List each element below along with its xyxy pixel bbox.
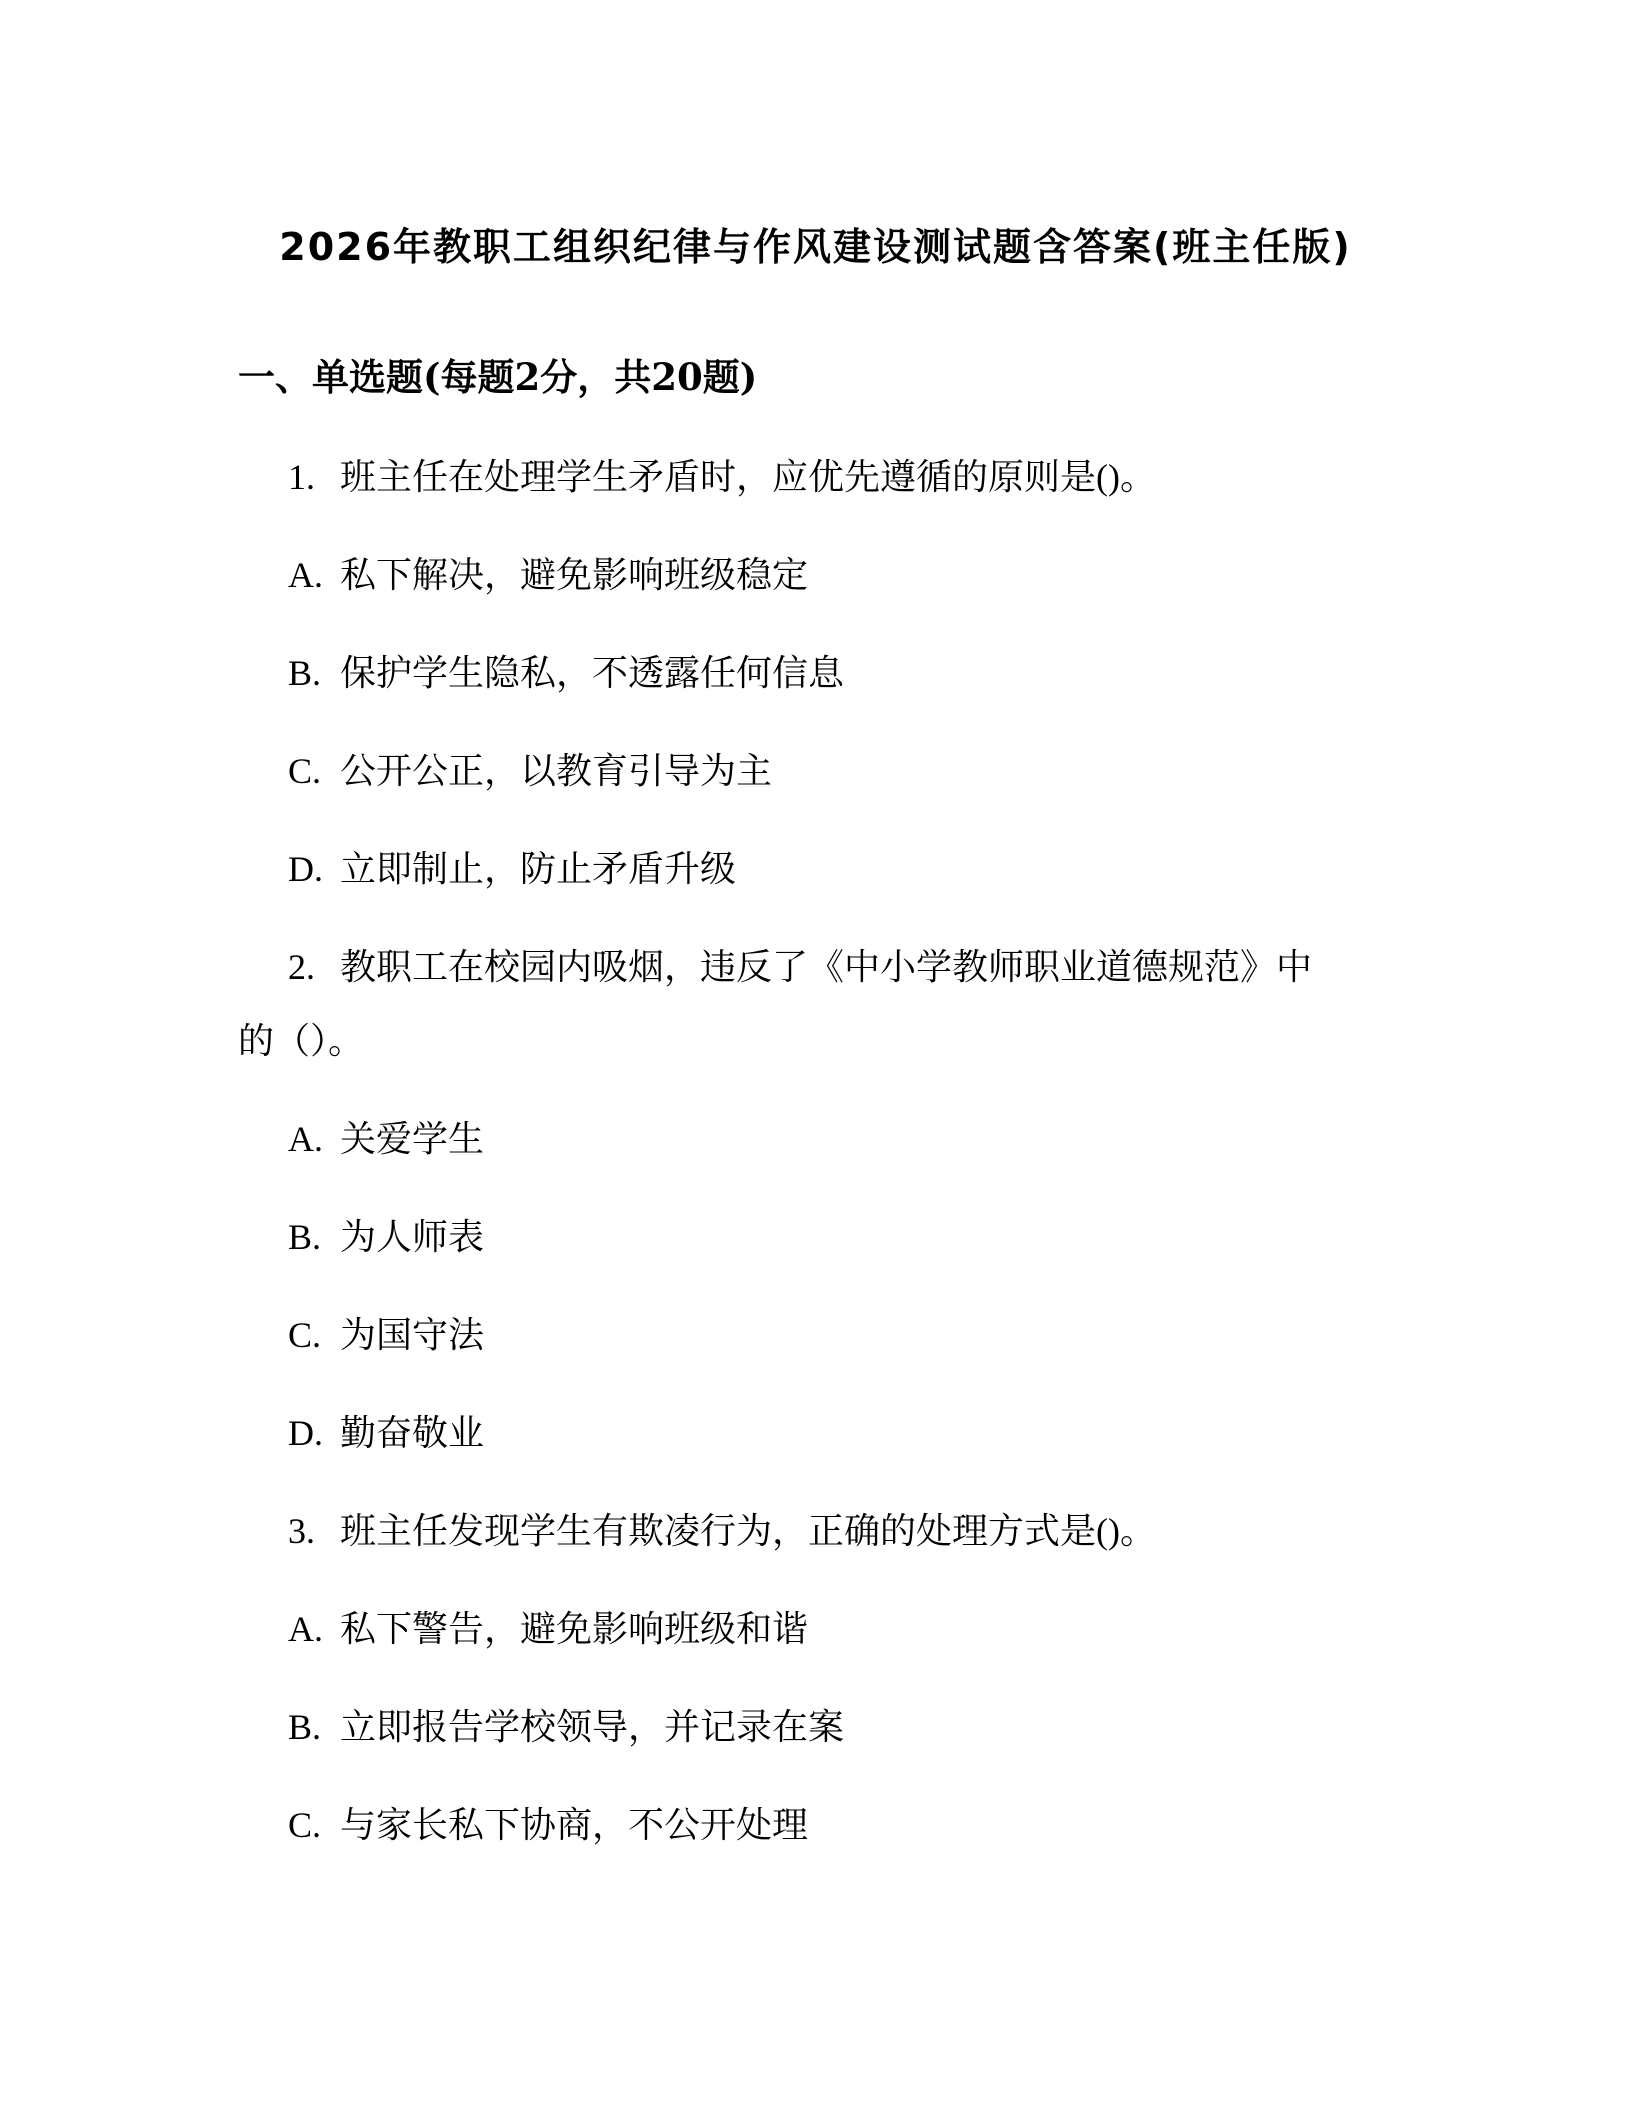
option-label: B. [288,653,322,693]
question-3-stem [288,1506,1156,1556]
question-1-option-c [288,746,772,796]
question-2-option-c [288,1310,484,1360]
option-text: 勤奋敬业 [340,1413,485,1453]
question-2-option-d [288,1408,484,1458]
option-label: B. [288,1707,322,1747]
question-3-option-c [288,1800,808,1850]
option-text: 为人师表 [340,1217,485,1257]
question-3-option-b [288,1702,844,1752]
question-2-option-a [288,1114,484,1164]
option-text: 保护学生隐私，不透露任何信息 [340,653,845,693]
option-text: 与家长私下协商，不公开处理 [340,1805,809,1845]
option-text: 关爱学生 [340,1119,485,1159]
option-label: D. [288,1413,323,1453]
question-1-stem [288,452,1156,502]
question-text: 教职工在校园内吸烟，违反了《中小学教师职业道德规范》中 [340,947,1313,987]
question-2-option-b [288,1212,484,1262]
option-label: A. [288,1609,323,1649]
question-1-option-d [288,844,736,894]
option-text: 私下解决，避免影响班级稳定 [340,555,809,595]
option-text: 立即报告学校领导，并记录在案 [340,1707,845,1747]
option-label: A. [288,555,323,595]
question-2-stem-continued: 的（）。 [238,1021,365,1061]
option-text: 公开公正，以教育引导为主 [340,751,773,791]
option-label: D. [288,849,323,889]
question-1-option-b [288,648,844,698]
option-text: 为国守法 [340,1315,485,1355]
option-label: C. [288,1805,322,1845]
option-text: 立即制止，防止矛盾升级 [340,849,737,889]
option-label: C. [288,751,322,791]
question-number: 1. [288,457,315,497]
option-label: C. [288,1315,322,1355]
option-label: B. [288,1217,322,1257]
question-text: 班主任发现学生有欺凌行为，正确的处理方式是()。 [340,1511,1156,1551]
question-number: 2. [288,947,315,987]
question-3-option-a [288,1604,808,1654]
question-text: 班主任在处理学生矛盾时，应优先遵循的原则是()。 [340,457,1156,497]
question-2-stem [288,942,1312,992]
section-heading: 一、单选题(每题2分，共20题) [238,355,758,399]
question-1-option-a [288,550,808,600]
option-text: 私下警告，避免影响班级和谐 [340,1609,809,1649]
option-label: A. [288,1119,323,1159]
document-title: 2026年教职工组织纪律与作风建设测试题含答案(班主任版) [279,225,1352,269]
question-number: 3. [288,1511,315,1551]
